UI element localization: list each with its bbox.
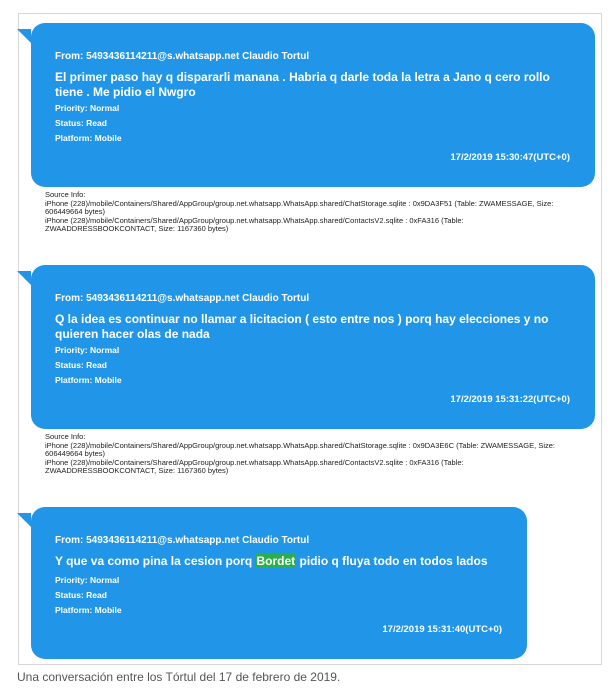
source-info-title: Source Info: [45, 432, 86, 441]
source-info-line: iPhone (228)/mobile/Containers/Shared/AppGroup/group.net.whatsapp.WhatsApp.shared/ChatStorage.sqlite : 0x9DA3E6C (Table: ZWAMESSAGE, Size: 606449664 bytes) [45, 440, 555, 458]
message-sender: From: 5493436114211@s.whatsapp.net Claudio Tortul [55, 293, 310, 304]
message-timestamp: 17/2/2019 15:31:22(UTC+0) [450, 394, 570, 405]
source-info-line: iPhone (228)/mobile/Containers/Shared/AppGroup/group.net.whatsapp.WhatsApp.shared/ContactsV2.sqlite : 0xFA316 (Table: ZWAADDRESSBOOKCONTACT, Size: 1167360 bytes) [45, 457, 464, 475]
message-text: Y que va como pina la cesion porq Bordet pidio q fluya todo en todos lados [55, 554, 488, 568]
message-status: Status: Read [55, 360, 107, 370]
source-info-line: iPhone (228)/mobile/Containers/Shared/AppGroup/group.net.whatsapp.WhatsApp.shared/ChatStorage.sqlite : 0x9DA3F51 (Table: ZWAMESSAGE, Size: 606449664 bytes) [45, 198, 554, 216]
message-status: Status: Read [55, 118, 107, 128]
message-platform: Platform: Mobile [55, 375, 122, 385]
message-bubble [31, 23, 595, 187]
source-info-line: iPhone (228)/mobile/Containers/Shared/AppGroup/group.net.whatsapp.WhatsApp.shared/ContactsV2.sqlite : 0xFA316 (Table: ZWAADDRESSBOOKCONTACT, Size: 1167360 bytes) [45, 215, 464, 233]
message-timestamp: 17/2/2019 15:31:40(UTC+0) [382, 624, 502, 635]
message-timestamp: 17/2/2019 15:30:47(UTC+0) [450, 152, 570, 163]
source-info [45, 433, 565, 476]
message-priority: Priority: Normal [55, 345, 120, 355]
message-priority: Priority: Normal [55, 575, 120, 585]
message-priority: Priority: Normal [55, 103, 120, 113]
message-bubble [31, 507, 527, 659]
message-sender: From: 5493436114211@s.whatsapp.net Claudio Tortul [55, 535, 310, 546]
message-text: Q la idea es continuar no llamar a licitacion ( esto entre nos ) porq hay elecciones y no quieren hacer olas de nada [55, 312, 549, 341]
source-info [45, 191, 565, 234]
highlighted-term: Bordet [256, 554, 296, 568]
message-platform: Platform: Mobile [55, 605, 122, 615]
source-info-title: Source Info: [45, 190, 86, 199]
message-status: Status: Read [55, 590, 107, 600]
image-caption: Una conversación entre los Tórtul del 17 de febrero de 2019. [17, 670, 341, 684]
message-platform: Platform: Mobile [55, 133, 122, 143]
message-sender: From: 5493436114211@s.whatsapp.net Claudio Tortul [55, 51, 310, 62]
message-bubble [31, 265, 595, 429]
message-text: El primer paso hay q dispararli manana . Habria q darle toda la letra a Jano q cero rollo tiene . Me pidio el Nwgro [55, 70, 550, 99]
